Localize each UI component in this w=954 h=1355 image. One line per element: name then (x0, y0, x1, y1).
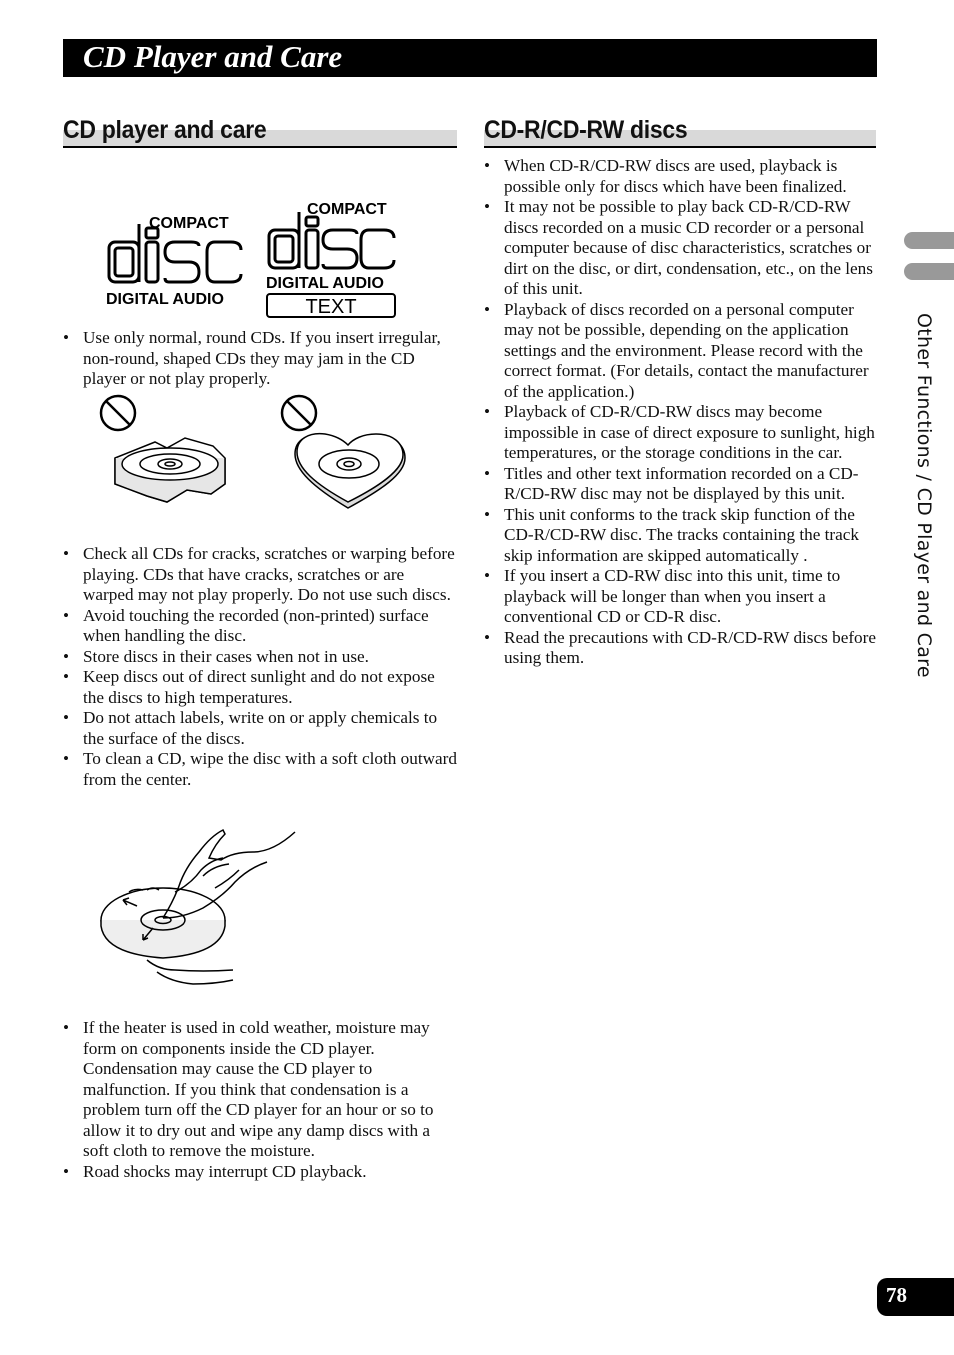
list-item: • If the heater is used in cold weather, moisture may form on components inside the CD player. Condensation may cause the CD player to malfunction. If you think that condensation is a problem turn off the CD player for an hour or so to allow it to dry out and wipe any damp discs with a soft cloth to remove the moisture. (63, 1018, 457, 1162)
logo1-digital-audio: DIGITAL AUDIO (106, 291, 224, 308)
logo1-compact: COMPACT (149, 215, 229, 232)
cd-text-logo (266, 201, 395, 318)
cd-logos (63, 200, 457, 324)
irregular-cd-figure (63, 392, 457, 522)
bullet-list-3 (63, 544, 457, 790)
section-heading-cdr (484, 112, 876, 148)
list-item: • It may not be possible to play back CD-R/CD-RW discs recorded on a music CD recorder or a personal computer because of disc characteristics, scratches or dirt on the disc, or dirt, condensation, etc., on the lens of this unit. (484, 197, 876, 300)
side-section-label (903, 313, 943, 733)
list-item: • Road shocks may interrupt CD playback. (63, 1162, 457, 1183)
prohibition-icon (282, 396, 316, 430)
section-heading-text: CD player and care (63, 116, 267, 144)
list-item: • To clean a CD, wipe the disc with a soft cloth outward from the center. (63, 749, 457, 790)
list-item: • This unit conforms to the track skip function of the CD-R/CD-RW disc. The tracks containing the track skip information are skipped automatically . (484, 505, 876, 567)
logo2-digital-audio: DIGITAL AUDIO (266, 275, 384, 292)
chapter-title: CD Player and Care (83, 39, 343, 74)
chapter-banner (63, 39, 877, 77)
side-tab (904, 263, 954, 280)
side-tab-markers (904, 232, 954, 294)
bullet-list-2 (63, 328, 457, 390)
bullet-list-cdr (484, 156, 876, 669)
disc-wiping-illustration (101, 830, 295, 984)
list-item: • Playback of discs recorded on a personal computer may not be possible, depending on the application settings and the environment. Please record with the correct format. (For details, contact the manufacturer of the application.) (484, 300, 876, 403)
left-column (63, 112, 457, 148)
right-column (484, 112, 876, 669)
logo2-compact: COMPACT (307, 201, 387, 218)
list-item: • Check all CDs for cracks, scratches or warping before playing. CDs that have cracks, scratches or are warped may not play properly. Do not use such discs. (63, 544, 457, 606)
side-section-label-text: Other Functions / CD Player and Care (913, 313, 935, 678)
list-item: • When CD-R/CD-RW discs are used, playback is possible only for discs which have been finalized. (484, 156, 876, 197)
list-item: • Read the precautions with CD-R/CD-RW discs before using them. (484, 628, 876, 669)
list-item: • If you insert a CD-RW disc into this unit, time to playback will be longer than when you insert a conventional CD or CD-R disc. (484, 566, 876, 628)
list-item: • Titles and other text information recorded on a CD-R/CD-RW disc may not be displayed by this unit. (484, 464, 876, 505)
side-tab (904, 232, 954, 249)
section-heading-text: CD-R/CD-RW discs (484, 116, 688, 144)
cleaning-cd-figure (63, 822, 457, 992)
page-number-tab (877, 1278, 954, 1316)
section-heading-cd-player (63, 112, 457, 148)
list-item: • Use only normal, round CDs. If you insert irregular, non-round, shaped CDs they may jam in the CD player or not play properly. (63, 328, 457, 390)
heart-shaped-cd-illustration (295, 434, 405, 508)
list-item: • Do not attach labels, write on or apply chemicals to the surface of the discs. (63, 708, 457, 749)
bullet-list-4 (63, 1018, 457, 1182)
list-item: • Playback of CD-R/CD-RW discs may become impossible in case of direct exposure to sunlight, high temperatures, or the storage conditions in the car. (484, 402, 876, 464)
list-item: • Keep discs out of direct sunlight and do not expose the discs to high temperatures. (63, 667, 457, 708)
logo2-text: TEXT (305, 296, 357, 318)
prohibition-icon (101, 396, 135, 430)
digital-audio-logo (106, 215, 241, 308)
non-round-cd-illustration (115, 438, 225, 502)
list-item: • Store discs in their cases when not in use. (63, 647, 457, 668)
page-number: 78 (886, 1283, 907, 1307)
list-item: • Avoid touching the recorded (non-printed) surface when handling the disc. (63, 606, 457, 647)
